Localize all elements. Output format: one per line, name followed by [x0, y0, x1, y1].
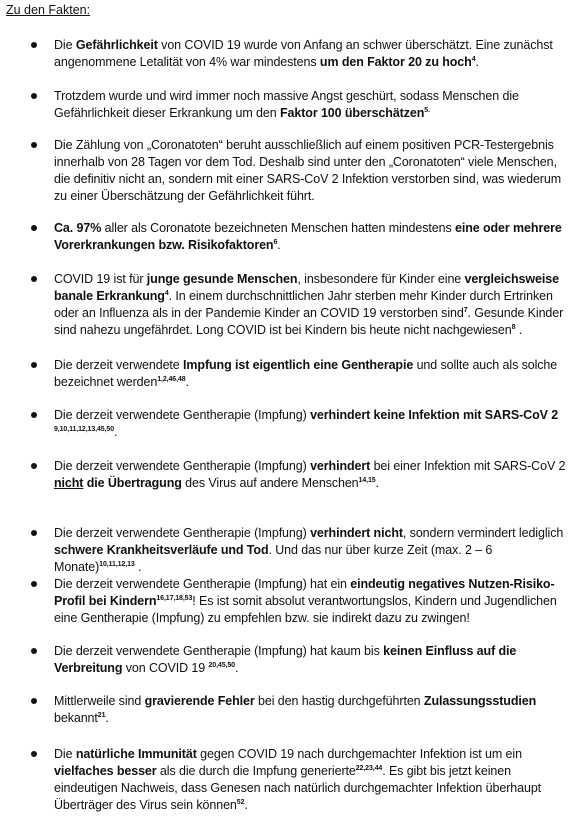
bullet-icon	[31, 42, 37, 48]
reference-number: 4	[164, 290, 169, 297]
list-item-text	[54, 746, 574, 814]
list-item-text	[54, 576, 574, 627]
section-heading: Zu den Fakten:	[6, 3, 91, 17]
list-item-text	[54, 643, 574, 677]
bullet-icon	[31, 581, 37, 587]
text-run: um den Faktor 20 zu hoch	[319, 55, 472, 69]
text-run: Die derzeit verwendete Gentherapie (Impfung)	[54, 459, 311, 473]
text-run: . Und das nur über kurze Zeit (max. 2 – 6 Monate)	[54, 543, 493, 574]
text-run: Die derzeit verwendete Gentherapie (Impfung) hat kaum bis	[54, 644, 384, 658]
reference-number: 14,15	[358, 477, 376, 484]
reference-number: 52	[236, 799, 245, 806]
text-run: Die Zählung von „Coronatoten“ beruht ausschließlich auf einem positiven PCR-Testergebnis innerhalb von 28 Tagen vor dem Tod. Deshalb sind unter den „Coronatoten“ viele Menschen, die definitiv nicht an, sondern mit einer SARS-CoV 2 Infektion verstorben sind, was wiederum zu einer Überschätzung der Gefährlichkeit führt.	[54, 138, 562, 203]
text-run: nicht	[54, 476, 84, 490]
reference-number: 20,45,50	[208, 662, 235, 669]
bullet-icon	[31, 463, 37, 469]
text-run: als die durch die Impfung generierte	[156, 764, 356, 778]
list-item-text	[54, 458, 574, 492]
list-item-text	[54, 137, 574, 205]
text-run: ! Es ist somit absolut verantwortungslos, Kindern und Jugendlichen eine Gentherapie (Impfung) zu empfehlen bzw. sie indirekt dazu zu zwingen!	[54, 594, 557, 625]
text-run: Die derzeit verwendete Gentherapie (Impfung)	[54, 408, 311, 422]
text-run: Mittlerweile sind	[54, 694, 145, 708]
text-run: COVID 19 ist für	[54, 272, 147, 286]
text-run: . Es gibt bis jetzt keinen eindeutigen Nachweis, dass Genesen nach natürlich durchgemachter Infektion überhaupt Überträger des Virus sein können	[54, 764, 542, 812]
reference-number: 1,2,46,48	[157, 376, 186, 383]
text-run: verhindert keine Infektion mit SARS-CoV 2	[310, 408, 559, 422]
text-run: und sollte auch als solche bezeichnet werden	[54, 358, 558, 389]
text-run: junge gesunde Menschen	[146, 272, 298, 286]
text-run: .	[105, 711, 109, 725]
list-item-text	[54, 525, 574, 576]
text-run: verhindert nicht	[310, 526, 403, 540]
reference-number: 16,17,18,53	[156, 595, 193, 602]
text-run: Die	[54, 747, 76, 761]
reference-number: 21	[97, 712, 106, 719]
text-run: Die derzeit verwendete Gentherapie (Impfung) hat ein	[54, 577, 351, 591]
text-run: .	[185, 375, 189, 389]
text-run: bei einer Infektion mit SARS-CoV 2	[370, 459, 566, 473]
bullet-icon	[31, 412, 37, 418]
reference-number: 9,10,11,12,13,45,50	[54, 426, 114, 433]
text-run: vergleichsweise banale Erkrankung	[54, 272, 559, 303]
text-run: Faktor 100 überschätzen	[279, 106, 425, 120]
bullet-icon	[31, 648, 37, 654]
list-item-text	[54, 220, 574, 254]
text-run: verhindert	[310, 459, 371, 473]
text-run: bei den hastig durchgeführten	[254, 694, 424, 708]
text-run: die Übertragung	[86, 476, 182, 490]
text-run: keinen Einfluss auf die Verbreitung	[54, 644, 517, 675]
bullet-icon	[31, 751, 37, 757]
text-run: gegen COVID 19 nach durchgemachter Infektion ist um ein	[196, 747, 522, 761]
text-run: Die	[54, 38, 76, 52]
text-run: eine oder mehrere Vorerkrankungen bzw. Risikofaktoren	[54, 221, 562, 252]
text-run: von COVID 19 wurde von Anfang an schwer überschätzt. Eine zunächst angenommene Letalität von 4% war mindestens	[54, 38, 553, 69]
text-run: .	[134, 560, 142, 574]
list-item-text	[54, 271, 574, 339]
text-run: des Virus auf andere Menschen	[181, 476, 359, 490]
text-run: vielfaches besser	[54, 764, 157, 778]
reference-number: 7	[463, 307, 468, 314]
text-run: .	[114, 425, 118, 439]
text-run: bekannt	[54, 711, 98, 725]
reference-number: 22,23,44	[355, 765, 383, 772]
reference-number: 10,11,12,13	[99, 561, 135, 568]
list-item-text	[54, 357, 574, 391]
bullet-icon	[31, 362, 37, 368]
reference-number: 6	[273, 239, 278, 246]
text-run: Gefährlichkeit	[75, 38, 158, 52]
text-run: Trotzdem wurde und wird immer noch massive Angst geschürt, sodass Menschen die Gefährlichkeit dieser Erkrankung um den	[54, 89, 519, 120]
bullet-icon	[31, 225, 37, 231]
text-run: .	[277, 238, 281, 252]
text-run: gravierende Fehler	[144, 694, 255, 708]
reference-number: 5.	[424, 107, 430, 114]
reference-number: 8	[511, 324, 516, 331]
text-run: , insbesondere für Kinder eine	[297, 272, 465, 286]
text-run: natürliche Immunität	[75, 747, 197, 761]
text-run: eindeutig negatives Nutzen-Risiko-Profil bei Kindern	[54, 577, 555, 608]
bullet-icon	[31, 698, 37, 704]
text-run: .	[375, 476, 379, 490]
text-run: Ca. 97%	[54, 221, 102, 235]
text-run: . Gesunde Kinder sind nahezu ungefährdet. Long COVID ist bei Kindern bis heute nicht nachgewiesen	[54, 306, 564, 337]
list-item-text	[54, 407, 574, 441]
bullet-icon	[31, 276, 37, 282]
text-run: .	[515, 323, 523, 337]
text-run: schwere Krankheitsverläufe und Tod	[54, 543, 269, 557]
reference-number: 4	[471, 56, 476, 63]
text-run: Die derzeit verwendete Gentherapie (Impfung)	[54, 526, 311, 540]
text-run: .	[244, 798, 248, 812]
bullet-icon	[31, 530, 37, 536]
text-run: .	[234, 661, 239, 675]
text-run: aller als Coronatote bezeichneten Menschen hatten mindestens	[101, 221, 455, 235]
bullet-icon	[31, 93, 37, 99]
text-run: von COVID 19	[122, 661, 209, 675]
text-run: Impfung ist eigentlich eine Gentherapie	[183, 358, 414, 372]
bullet-icon	[31, 142, 37, 148]
text-run: . In einem durchschnittlichen Jahr sterben mehr Kinder durch Ertrinken oder an Influenza als in der Pandemie Kinder an COVID 19 verstorben sind	[54, 289, 553, 320]
text-run: , sondern vermindert lediglich	[402, 526, 564, 540]
list-item-text	[54, 693, 574, 727]
text-run: .	[475, 55, 479, 69]
list-item-text	[54, 37, 574, 71]
text-run: Die derzeit verwendete	[54, 358, 184, 372]
list-item-text	[54, 88, 574, 122]
text-run: Zulassungsstudien	[423, 694, 537, 708]
